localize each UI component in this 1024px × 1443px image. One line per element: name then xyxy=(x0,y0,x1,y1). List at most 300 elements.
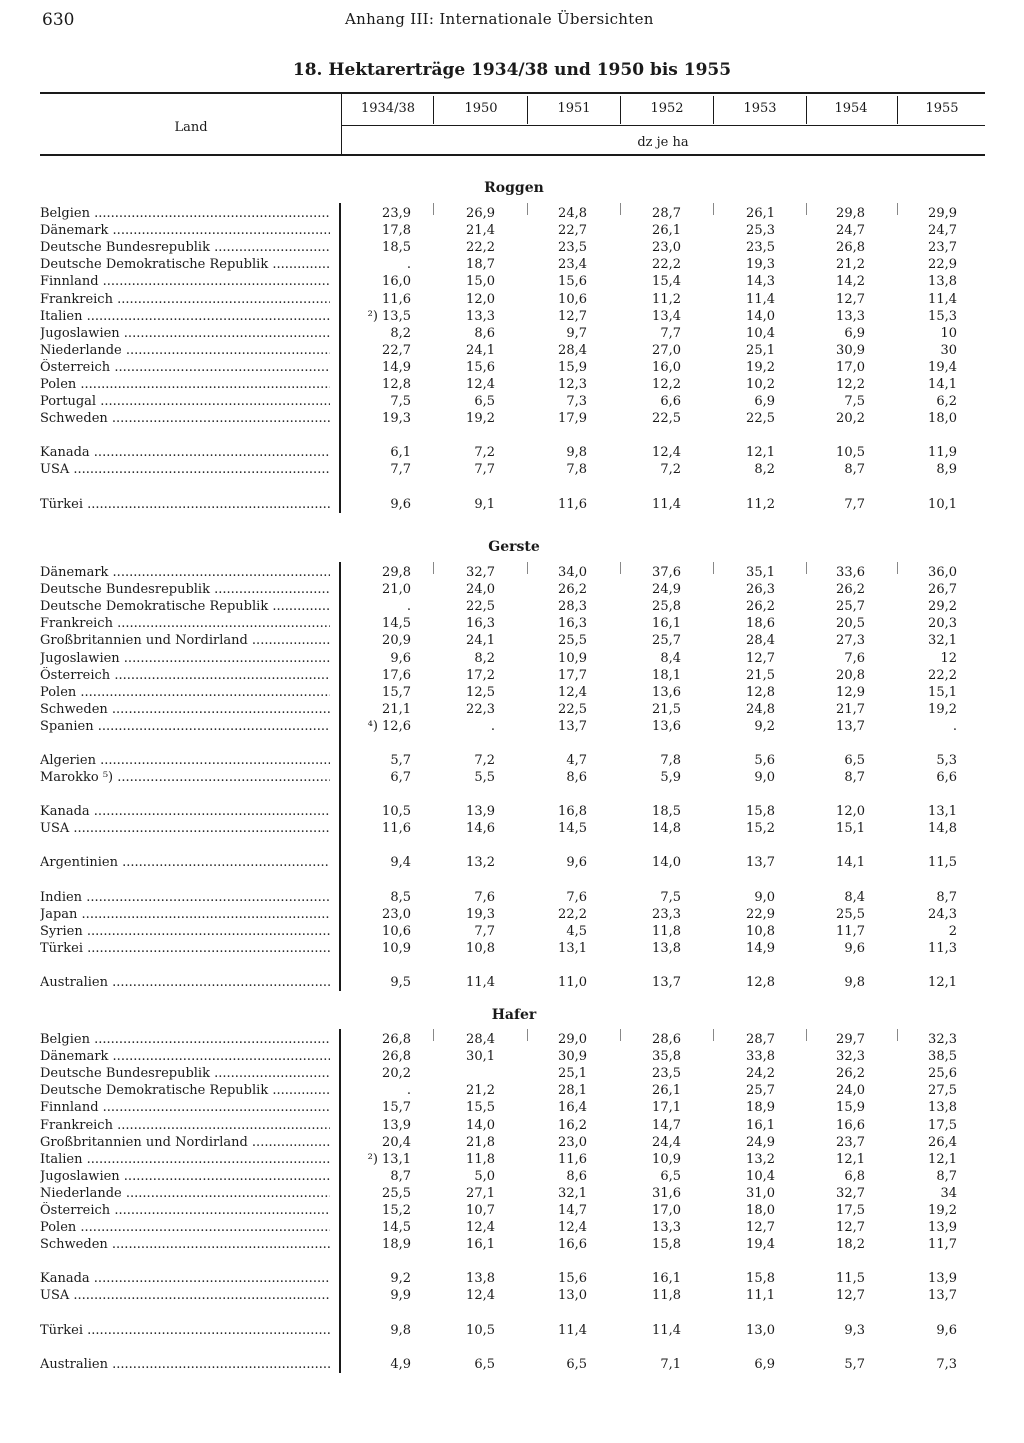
yield-value: 8,4 xyxy=(660,650,681,666)
table-row xyxy=(40,1219,985,1236)
yield-value: 12,4 xyxy=(466,1220,495,1236)
yield-value: 13,6 xyxy=(652,718,681,734)
yield-value: 23,5 xyxy=(558,240,587,256)
yield-value: 20,5 xyxy=(836,616,865,632)
yield-value: 14,9 xyxy=(382,359,411,375)
yield-value: 17,5 xyxy=(836,1203,865,1218)
yield-value: 11,8 xyxy=(652,923,681,939)
table-row xyxy=(40,1099,985,1116)
yield-value: 14,0 xyxy=(746,308,775,324)
yield-value: 13,7 xyxy=(558,718,587,734)
yield-value: 11,9 xyxy=(928,445,957,461)
yield-value: 10,5 xyxy=(466,1322,495,1338)
yield-value: 11,5 xyxy=(928,855,957,871)
yield-value: 11,6 xyxy=(558,1151,587,1167)
yield-value: 33,8 xyxy=(746,1049,775,1065)
yield-value: 22,5 xyxy=(466,599,495,615)
yield-value: 28,3 xyxy=(558,599,587,615)
yield-value: 11,6 xyxy=(382,821,411,837)
table-row xyxy=(40,291,985,308)
yield-value: 11,8 xyxy=(466,1151,495,1167)
yield-value: 11,0 xyxy=(558,974,587,990)
yield-value: 28,4 xyxy=(558,342,587,358)
table-row xyxy=(40,1356,985,1373)
yield-value: 12,0 xyxy=(836,804,865,820)
yield-value: ²) 13,1 xyxy=(367,1151,411,1167)
yield-value: 14,8 xyxy=(928,821,957,837)
yield-value: 24,8 xyxy=(746,701,775,717)
yield-value: 18,5 xyxy=(652,804,681,820)
yield-value: 15,2 xyxy=(746,821,775,837)
yield-value: 16,6 xyxy=(836,1117,865,1133)
yield-value: 25,1 xyxy=(558,1066,587,1082)
yield-value: 9,6 xyxy=(390,496,411,512)
column-guide xyxy=(713,1029,714,1041)
yield-value: 6,5 xyxy=(474,1356,495,1372)
yield-value: 7,7 xyxy=(660,325,681,341)
table-row xyxy=(40,803,985,820)
yield-value: 25,1 xyxy=(746,342,775,358)
yield-value: 5,7 xyxy=(390,753,411,768)
yield-value: 9,6 xyxy=(936,1322,957,1338)
yield-value: 15,6 xyxy=(466,359,495,375)
table-row xyxy=(40,940,985,957)
yield-value: 19,2 xyxy=(928,701,957,717)
yield-value: 5,9 xyxy=(660,770,681,786)
yield-value: 6,5 xyxy=(660,1168,681,1184)
yield-value: 9,0 xyxy=(754,770,775,786)
yield-value: 14,1 xyxy=(836,855,865,871)
yield-value: 21,1 xyxy=(382,701,411,717)
yield-value: . xyxy=(406,257,411,273)
yield-value: 15,1 xyxy=(928,684,957,700)
yield-value: 18,2 xyxy=(836,1237,865,1253)
yield-value: 21,2 xyxy=(466,1083,495,1099)
table-row xyxy=(40,222,985,239)
yield-value: 27,0 xyxy=(652,342,681,358)
yield-value: 12,9 xyxy=(836,684,865,700)
column-guide xyxy=(433,203,434,215)
yield-value: 12,4 xyxy=(466,1288,495,1304)
yield-value: 7,7 xyxy=(474,923,495,939)
yield-value: 23,5 xyxy=(652,1066,681,1082)
yield-value: 29,0 xyxy=(558,1032,587,1047)
yield-value: 29,9 xyxy=(928,206,957,221)
yield-value: 23,0 xyxy=(652,240,681,256)
yield-value: 15,2 xyxy=(382,1203,411,1218)
yield-value: 12,2 xyxy=(652,377,681,392)
yield-value: 32,7 xyxy=(836,1185,865,1201)
country-name: USA ..... xyxy=(40,820,330,837)
yield-value: 4,5 xyxy=(566,923,587,939)
yield-value: 13,3 xyxy=(652,1220,681,1236)
yield-value: 12,3 xyxy=(558,377,587,392)
yield-value: 7,5 xyxy=(844,394,865,410)
yield-value: 4,9 xyxy=(390,1356,411,1372)
yield-value: 16,1 xyxy=(746,1117,775,1133)
country-name: Marokko ⁵) ..... xyxy=(40,769,330,786)
yield-value: 16,4 xyxy=(558,1100,587,1116)
yield-value: 7,3 xyxy=(936,1356,957,1372)
country-name: USA ..... xyxy=(40,1287,330,1304)
yield-value: 11,6 xyxy=(382,291,411,307)
table-row xyxy=(40,581,985,598)
table-row xyxy=(40,769,985,786)
yield-value: 16,1 xyxy=(466,1237,495,1253)
yield-value: 26,7 xyxy=(928,582,957,598)
yield-value: 10,9 xyxy=(652,1151,681,1167)
yield-value: 12,4 xyxy=(558,1220,587,1236)
table-row xyxy=(40,444,985,461)
year-header-divider xyxy=(620,96,621,124)
yield-value: 6,5 xyxy=(844,753,865,768)
yield-value: 10,7 xyxy=(466,1203,495,1218)
yield-value: 5,6 xyxy=(754,753,775,768)
yield-value: 14,5 xyxy=(558,821,587,837)
data-block-divider xyxy=(339,203,341,513)
yield-value: 9,6 xyxy=(566,855,587,871)
country-name: Österreich ..... xyxy=(40,359,330,376)
yield-value: 10,6 xyxy=(382,923,411,939)
yield-value: 24,9 xyxy=(652,582,681,598)
country-name: Finnland ..... xyxy=(40,1099,330,1116)
yield-value: 13,9 xyxy=(928,1271,957,1287)
yield-value: 22,2 xyxy=(558,906,587,922)
yield-value: 11,6 xyxy=(558,496,587,512)
table-row xyxy=(40,615,985,632)
yield-value: 22,5 xyxy=(558,701,587,717)
yield-value: 24,8 xyxy=(558,206,587,221)
yield-value: 11,4 xyxy=(652,1322,681,1338)
country-name: Dänemark ..... xyxy=(40,564,330,581)
table-row xyxy=(40,650,985,667)
table-row xyxy=(40,1322,985,1339)
country-name: Jugoslawien ..... xyxy=(40,325,330,342)
country-name: Türkei ..... xyxy=(40,940,330,957)
country-name: Algerien ..... xyxy=(40,752,330,769)
yield-value: 17,6 xyxy=(382,667,411,683)
yield-value: 11,4 xyxy=(928,291,957,307)
yield-value: 32,3 xyxy=(836,1049,865,1065)
yield-value: 7,6 xyxy=(844,650,865,666)
table-row xyxy=(40,461,985,478)
table-row xyxy=(40,667,985,684)
yield-value: 12,1 xyxy=(836,1151,865,1167)
yield-value: 13,9 xyxy=(466,804,495,820)
header-rule-bottom xyxy=(40,154,985,156)
yield-value: 7,5 xyxy=(390,394,411,410)
yield-value: 11,4 xyxy=(466,974,495,990)
yield-value: 10,5 xyxy=(382,804,411,820)
yield-value: 8,7 xyxy=(844,770,865,786)
table-row xyxy=(40,342,985,359)
yield-value: 22,2 xyxy=(466,240,495,256)
table-row xyxy=(40,701,985,718)
data-block-divider xyxy=(339,562,341,991)
table-row xyxy=(40,974,985,991)
yield-value: 15,6 xyxy=(558,274,587,290)
country-name: Niederlande ..... xyxy=(40,342,330,359)
yield-value: 11,4 xyxy=(746,291,775,307)
yield-value: 22,5 xyxy=(746,411,775,427)
yield-value: 14,7 xyxy=(558,1203,587,1218)
yield-value: 10,4 xyxy=(746,325,775,341)
yield-value: 13,3 xyxy=(466,308,495,324)
yield-value: 7,5 xyxy=(660,889,681,905)
yield-value: 26,2 xyxy=(836,1066,865,1082)
yield-value: 9,2 xyxy=(754,718,775,734)
yield-value: 18,0 xyxy=(746,1203,775,1218)
yield-value: 5,7 xyxy=(844,1356,865,1372)
year-header: 1934/38 xyxy=(360,101,415,116)
yield-value: 22,7 xyxy=(382,342,411,358)
yield-value: 16,0 xyxy=(382,274,411,290)
yield-value: 21,4 xyxy=(466,223,495,239)
yield-value: 10,9 xyxy=(558,650,587,666)
country-name: Finnland ..... xyxy=(40,273,330,290)
year-header-divider xyxy=(806,96,807,124)
country-name: Kanada ..... xyxy=(40,1270,330,1287)
table-row xyxy=(40,1117,985,1134)
column-guide xyxy=(806,562,807,574)
country-name: Kanada ..... xyxy=(40,444,330,461)
yield-value: 24,0 xyxy=(466,582,495,598)
yield-value: 13,1 xyxy=(928,804,957,820)
yield-value: 36,0 xyxy=(928,565,957,580)
country-name: Türkei ..... xyxy=(40,1322,330,1339)
yield-value: ⁴) 12,6 xyxy=(367,718,411,734)
column-guide xyxy=(527,203,528,215)
yield-value: 8,4 xyxy=(844,889,865,905)
yield-value: 10 xyxy=(940,325,957,341)
yield-value: 20,4 xyxy=(382,1134,411,1150)
yield-value: 13,7 xyxy=(652,974,681,990)
yield-value: 6,1 xyxy=(390,445,411,461)
yield-value: 10,1 xyxy=(928,496,957,512)
table-row xyxy=(40,1270,985,1287)
table-row xyxy=(40,564,985,581)
table-row xyxy=(40,359,985,376)
yield-value: 14,6 xyxy=(466,821,495,837)
yield-value: 23,4 xyxy=(558,257,587,273)
yield-value: 12,8 xyxy=(746,974,775,990)
yield-value: 19,4 xyxy=(928,359,957,375)
country-name: Belgien ..... xyxy=(40,205,330,222)
yield-value: 13,3 xyxy=(836,308,865,324)
column-guide xyxy=(806,1029,807,1041)
table-row xyxy=(40,906,985,923)
year-header-divider xyxy=(433,96,434,124)
yield-value: 24,7 xyxy=(836,223,865,239)
table-row xyxy=(40,598,985,615)
yield-value: 28,4 xyxy=(466,1032,495,1047)
yield-value: 30 xyxy=(940,342,957,358)
yield-value: 12 xyxy=(940,650,957,666)
table-row xyxy=(40,1151,985,1168)
year-header-divider xyxy=(527,96,528,124)
data-block-divider xyxy=(339,1029,341,1373)
yield-value: 26,2 xyxy=(836,582,865,598)
yield-value: 5,0 xyxy=(474,1168,495,1184)
yield-value: 14,1 xyxy=(928,377,957,392)
country-name: Schweden ..... xyxy=(40,410,330,427)
country-name: Deutsche Demokratische Republik ..... xyxy=(40,1082,330,1099)
yield-value: 6,5 xyxy=(474,394,495,410)
yield-value: 9,8 xyxy=(844,974,865,990)
yield-value: 37,6 xyxy=(652,565,681,580)
yield-value: 7,8 xyxy=(660,753,681,768)
yield-value: 22,2 xyxy=(928,667,957,683)
yield-value: 12,1 xyxy=(746,445,775,461)
yield-value: 19,3 xyxy=(382,411,411,427)
yield-value: 21,7 xyxy=(836,701,865,717)
yield-value: 11,5 xyxy=(836,1271,865,1287)
country-name: Österreich ..... xyxy=(40,667,330,684)
country-name: Deutsche Demokratische Republik ..... xyxy=(40,598,330,615)
table-row xyxy=(40,1134,985,1151)
yield-value: 25,7 xyxy=(746,1083,775,1099)
column-guide xyxy=(620,203,621,215)
yield-value: 8,5 xyxy=(390,889,411,905)
yield-value: 8,6 xyxy=(566,770,587,786)
yield-value: 10,9 xyxy=(382,940,411,956)
header-rule-top xyxy=(40,92,985,94)
yield-value: . xyxy=(490,718,495,734)
yield-value: 8,2 xyxy=(754,462,775,478)
yield-value: 19,3 xyxy=(466,906,495,922)
yield-value: 17,9 xyxy=(558,411,587,427)
yield-value: 24,4 xyxy=(652,1134,681,1150)
table-title: 18. Hektarerträge 1934/38 und 1950 bis 1955 xyxy=(292,60,732,80)
yield-value: 14,7 xyxy=(652,1117,681,1133)
yield-value: 2 xyxy=(948,923,957,939)
yield-value: 21,8 xyxy=(466,1134,495,1150)
table-row xyxy=(40,308,985,325)
yield-value: 8,6 xyxy=(566,1168,587,1184)
country-name: Jugoslawien ..... xyxy=(40,1168,330,1185)
yield-value: 17,2 xyxy=(466,667,495,683)
yield-value: 17,0 xyxy=(652,1203,681,1218)
yield-value: 12,4 xyxy=(466,377,495,392)
yield-value: 38,5 xyxy=(928,1049,957,1065)
yield-value: 24,0 xyxy=(836,1083,865,1099)
yield-value: 32,3 xyxy=(928,1032,957,1047)
column-guide xyxy=(713,562,714,574)
table-row xyxy=(40,256,985,273)
yield-value: 15,6 xyxy=(558,1271,587,1287)
table-row xyxy=(40,325,985,342)
yield-value: 20,2 xyxy=(382,1066,411,1082)
yield-value: 11,4 xyxy=(558,1322,587,1338)
yield-value: 10,8 xyxy=(466,940,495,956)
yield-value: 18,9 xyxy=(746,1100,775,1116)
yield-value: 17,1 xyxy=(652,1100,681,1116)
yield-value: 5,5 xyxy=(474,770,495,786)
yield-value: 21,0 xyxy=(382,582,411,598)
yield-value: 29,2 xyxy=(928,599,957,615)
yield-value: 12,7 xyxy=(836,291,865,307)
yield-value: 24,9 xyxy=(746,1134,775,1150)
yield-value: 12,4 xyxy=(558,684,587,700)
yield-value: 7,7 xyxy=(390,462,411,478)
yield-value: . xyxy=(406,599,411,615)
yield-value: 9,2 xyxy=(390,1271,411,1287)
yield-value: 12,4 xyxy=(652,445,681,461)
yield-value: 28,7 xyxy=(652,206,681,221)
table-row xyxy=(40,820,985,837)
yield-value: 7,1 xyxy=(660,1356,681,1372)
table-row xyxy=(40,889,985,906)
yield-value: 9,0 xyxy=(754,889,775,905)
yield-value: 25,3 xyxy=(746,223,775,239)
table-row xyxy=(40,376,985,393)
section-label: Gerste xyxy=(488,539,540,555)
yield-value: 15,9 xyxy=(558,359,587,375)
yield-value: 6,2 xyxy=(936,394,957,410)
country-name: Italien ..... xyxy=(40,308,330,325)
yield-value: 7,6 xyxy=(474,889,495,905)
yield-value: 12,7 xyxy=(558,308,587,324)
yield-value: 14,0 xyxy=(466,1117,495,1133)
yield-value: 18,5 xyxy=(382,240,411,256)
yield-value: 32,7 xyxy=(466,565,495,580)
yield-value: 27,1 xyxy=(466,1185,495,1201)
table-row xyxy=(40,1048,985,1065)
year-header-divider xyxy=(713,96,714,124)
yield-value: 22,5 xyxy=(652,411,681,427)
yield-value: 7,2 xyxy=(660,462,681,478)
yield-value: 9,5 xyxy=(390,974,411,990)
table-row xyxy=(40,718,985,735)
table-row xyxy=(40,496,985,513)
table-row xyxy=(40,1202,985,1219)
yield-value: 6,7 xyxy=(390,770,411,786)
country-name: Frankreich ..... xyxy=(40,615,330,632)
country-name: Türkei ..... xyxy=(40,496,330,513)
yield-value: 16,1 xyxy=(652,616,681,632)
yield-value: 7,7 xyxy=(474,462,495,478)
yield-value: 13,8 xyxy=(466,1271,495,1287)
yield-value: 25,5 xyxy=(382,1185,411,1201)
yield-value: 13,1 xyxy=(558,940,587,956)
yield-value: 15,3 xyxy=(928,308,957,324)
yield-value: 14,9 xyxy=(746,940,775,956)
yield-value: 24,7 xyxy=(928,223,957,239)
yield-value: 13,9 xyxy=(382,1117,411,1133)
country-name: Jugoslawien ..... xyxy=(40,650,330,667)
table-row xyxy=(40,393,985,410)
yield-value: 14,3 xyxy=(746,274,775,290)
yield-value: 12,8 xyxy=(382,377,411,392)
country-name: Deutsche Bundesrepublik ..... xyxy=(40,581,330,598)
yield-value: 25,8 xyxy=(652,599,681,615)
yield-value: 20,9 xyxy=(382,633,411,649)
yield-value: 9,6 xyxy=(390,650,411,666)
country-name: Niederlande ..... xyxy=(40,1185,330,1202)
country-name: Österreich ..... xyxy=(40,1202,330,1219)
yield-value: 14,5 xyxy=(382,1220,411,1236)
table-row xyxy=(40,1168,985,1185)
yield-value: 25,6 xyxy=(928,1066,957,1082)
yield-value: 23,0 xyxy=(382,906,411,922)
table-row xyxy=(40,239,985,256)
country-name: USA ..... xyxy=(40,461,330,478)
year-header-divider xyxy=(897,96,898,124)
year-header: 1955 xyxy=(925,101,959,116)
country-name: Argentinien ..... xyxy=(40,854,330,871)
yield-value: 15,4 xyxy=(652,274,681,290)
yield-value: 20,2 xyxy=(836,411,865,427)
